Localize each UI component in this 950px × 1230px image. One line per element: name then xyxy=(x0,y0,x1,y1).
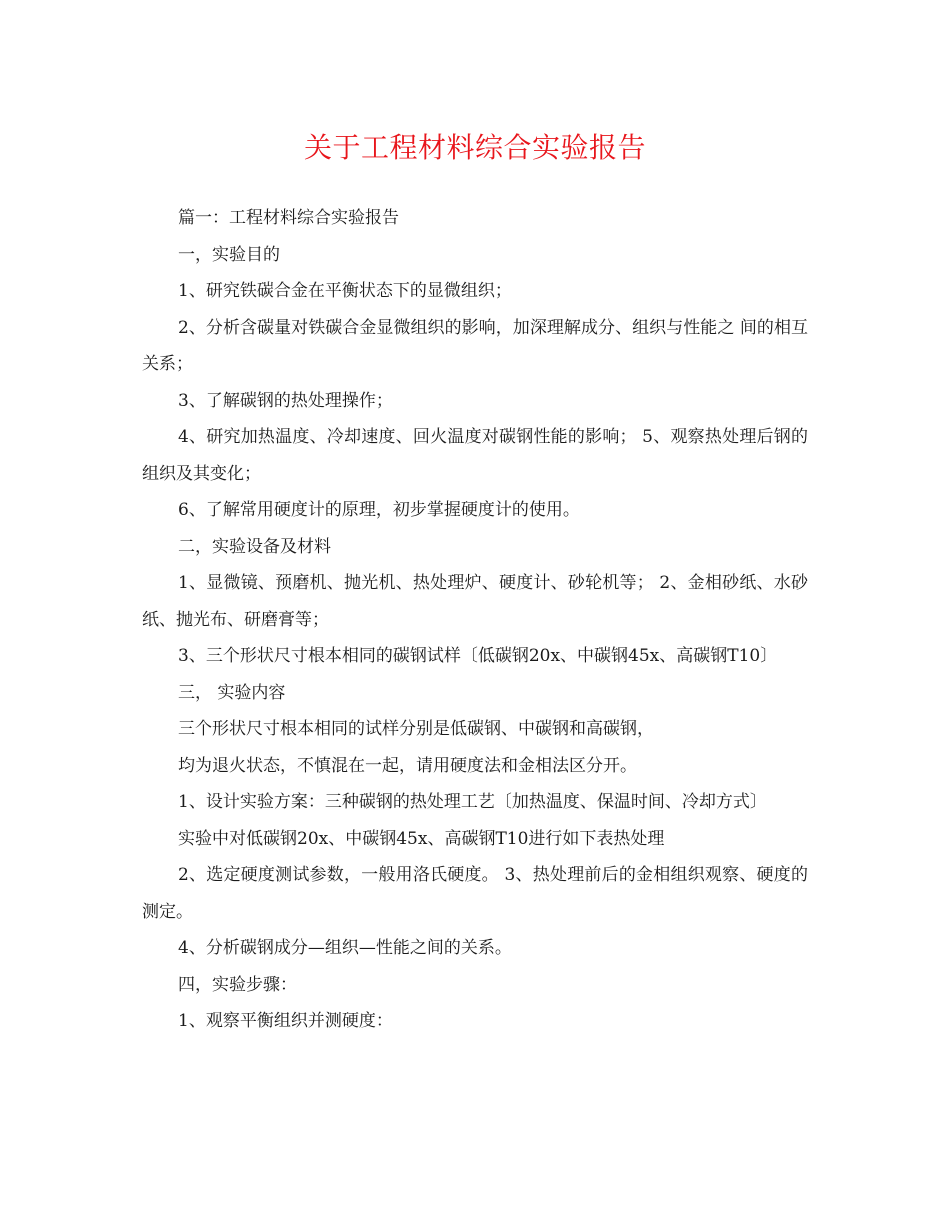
document-body xyxy=(142,200,808,1040)
paragraph: 1、研究铁碳合金在平衡状态下的显微组织； xyxy=(178,281,512,301)
paragraph: 篇一：工程材料综合实验报告 xyxy=(178,208,399,228)
paragraph: 4、分析碳钢成分—组织—性能之间的关系。 xyxy=(178,938,512,958)
paragraph: 6、了解常用硬度计的原理，初步掌握硬度计的使用。 xyxy=(178,500,580,520)
paragraph: 1、设计实验方案：三种碳钢的热处理工艺〔加热温度、保温时间、冷却方式〕 xyxy=(178,792,767,812)
document-title: 关于工程材料综合实验报告 xyxy=(303,131,646,164)
section-heading: 二，实验设备及材料 xyxy=(178,536,331,557)
paragraph: 3、三个形状尺寸根本相同的碳钢试样〔低碳钢20x、中碳钢45x、高碳钢T10〕 xyxy=(178,646,778,666)
section-heading: 四，实验步骤： xyxy=(178,974,297,995)
paragraph: 4、研究加热温度、冷却速度、回火温度对碳钢性能的影响； 5、观察热处理后钢的组织及其变化； xyxy=(142,427,808,484)
paragraph: 三个形状尺寸根本相同的试样分别是低碳钢、中碳钢和高碳钢， xyxy=(178,719,654,739)
section-heading: 三， 实验内容 xyxy=(178,682,286,703)
paragraph: 2、分析含碳量对铁碳合金显微组织的影响，加深理解成分、组织与性能之 间的相互关系； xyxy=(142,317,808,374)
section-heading: 一，实验目的 xyxy=(178,244,280,265)
paragraph: 1、显微镜、预磨机、抛光机、热处理炉、硬度计、砂轮机等； 2、金相砂纸、水砂纸、抛光布、研磨膏等； xyxy=(142,573,808,630)
paragraph: 实验中对低碳钢20x、中碳钢45x、高碳钢T10进行如下表热处理 xyxy=(178,828,665,849)
paragraph: 2、选定硬度测试参数，一般用洛氏硬度。 3、热处理前后的金相组织观察、硬度的测定。 xyxy=(142,865,808,922)
paragraph: 3、了解碳钢的热处理操作； xyxy=(178,390,393,411)
paragraph: 1、观察平衡组织并测硬度： xyxy=(178,1011,393,1031)
paragraph: 均为退火状态，不慎混在一起，请用硬度法和金相法区分开。 xyxy=(178,755,637,776)
